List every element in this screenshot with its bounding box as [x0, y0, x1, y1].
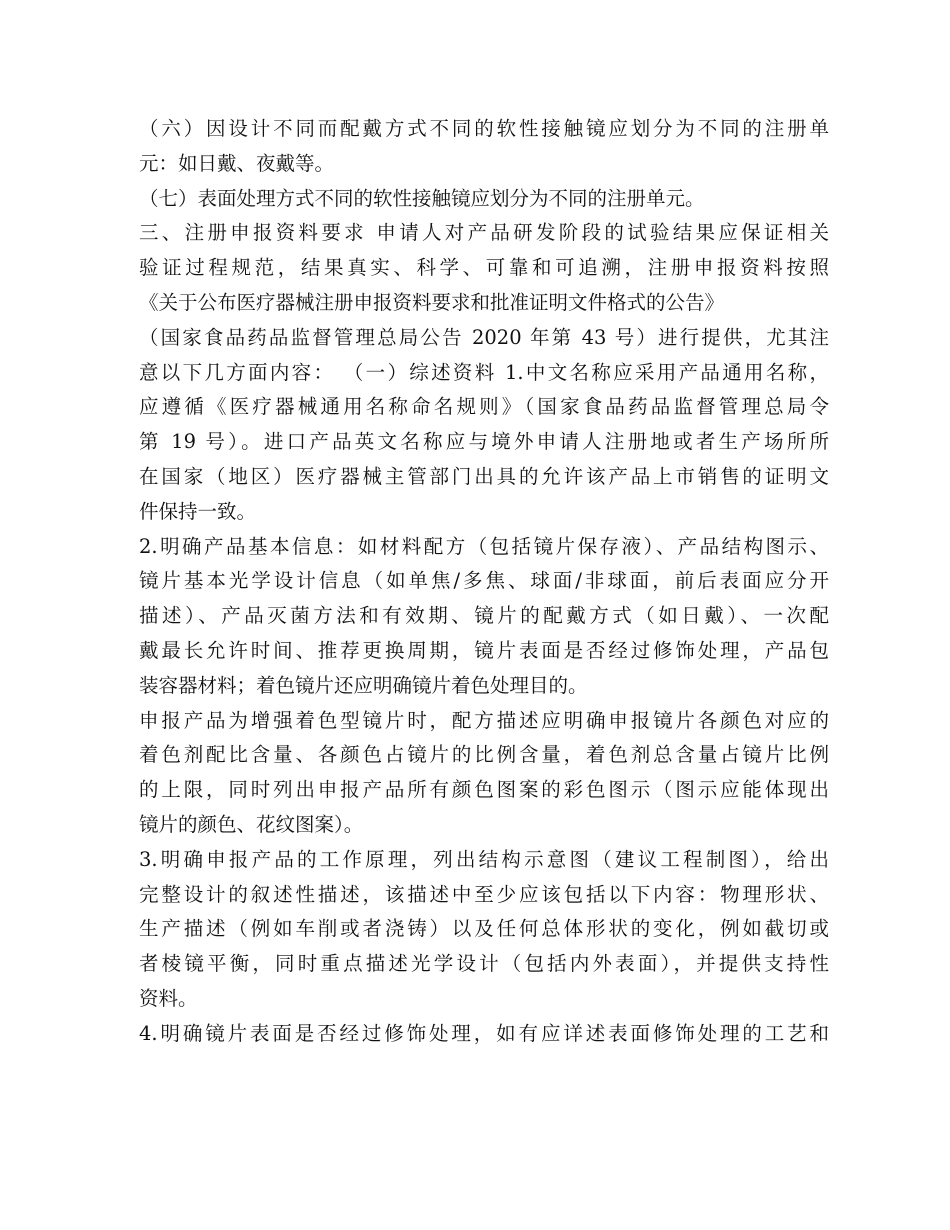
text-line: 戴最长允许时间、推荐更换周期，镜片表面是否经过修饰处理，产品包 [139, 638, 829, 662]
text-line: 镜片的颜色、花纹图案）。 [139, 812, 364, 836]
text-line: 镜片基本光学设计信息（如单焦/多焦、球面/非球面，前后表面应分开 [139, 569, 829, 593]
body-text [139, 112, 829, 1052]
text-line: 三、注册申报资料要求 申请人对产品研发阶段的试验结果应保证相关 [139, 221, 829, 245]
text-line: 在国家（地区）医疗器械主管部门出具的允许该产品上市销售的证明文 [139, 464, 829, 488]
text-line: （国家食品药品监督管理总局公告 2020 年第 43 号）进行提供，尤其注 [139, 325, 829, 349]
text-line: 应遵循《医疗器械通用名称命名规则》（国家食品药品监督管理总局令 [139, 395, 829, 419]
text-line: 《关于公布医疗器械注册申报资料要求和批准证明文件格式的公告》 [139, 290, 725, 314]
text-line: 者棱镜平衡，同时重点描述光学设计（包括内外表面），并提供支持性 [139, 952, 829, 976]
text-line: 件保持一致。 [139, 499, 257, 523]
text-line: 着色剂配比含量、各颜色占镜片的比例含量，着色剂总含量占镜片比例 [139, 743, 829, 767]
text-line: 验证过程规范，结果真实、科学、可靠和可追溯，注册申报资料按照 [139, 256, 829, 280]
text-line: 3.明确申报产品的工作原理，列出结构示意图（建议工程制图），给出 [139, 847, 829, 871]
text-line: 的上限，同时列出申报产品所有颜色图案的彩色图示（图示应能体现出 [139, 778, 829, 802]
text-line: （七）表面处理方式不同的软性接触镜应划分为不同的注册单元。 [139, 186, 705, 210]
text-line: 意以下几方面内容： （一）综述资料 1.中文名称应采用产品通用名称， [139, 360, 829, 384]
text-line: 申报产品为增强着色型镜片时，配方描述应明确申报镜片各颜色对应的 [139, 708, 829, 732]
text-line: 完整设计的叙述性描述，该描述中至少应该包括以下内容：物理形状、 [139, 882, 829, 906]
text-line: 描述）、产品灭菌方法和有效期、镜片的配戴方式（如日戴）、一次配 [139, 604, 829, 628]
text-line: 4.明确镜片表面是否经过修饰处理，如有应详述表面修饰处理的工艺和 [139, 1021, 829, 1045]
text-line: 元：如日戴、夜戴等。 [139, 151, 335, 175]
text-line: 装容器材料；着色镜片还应明确镜片着色处理目的。 [139, 673, 588, 697]
text-line: 生产描述（例如车削或者浇铸）以及任何总体形状的变化，例如截切或 [139, 917, 829, 941]
text-line: 2.明确产品基本信息：如材料配方（包括镜片保存液）、产品结构图示、 [139, 534, 829, 558]
text-line: （六）因设计不同而配戴方式不同的软性接触镜应划分为不同的注册单 [139, 117, 829, 140]
text-line: 资料。 [139, 986, 198, 1010]
text-line: 第 19 号）。进口产品英文名称应与境外申请人注册地或者生产场所所 [139, 430, 829, 454]
